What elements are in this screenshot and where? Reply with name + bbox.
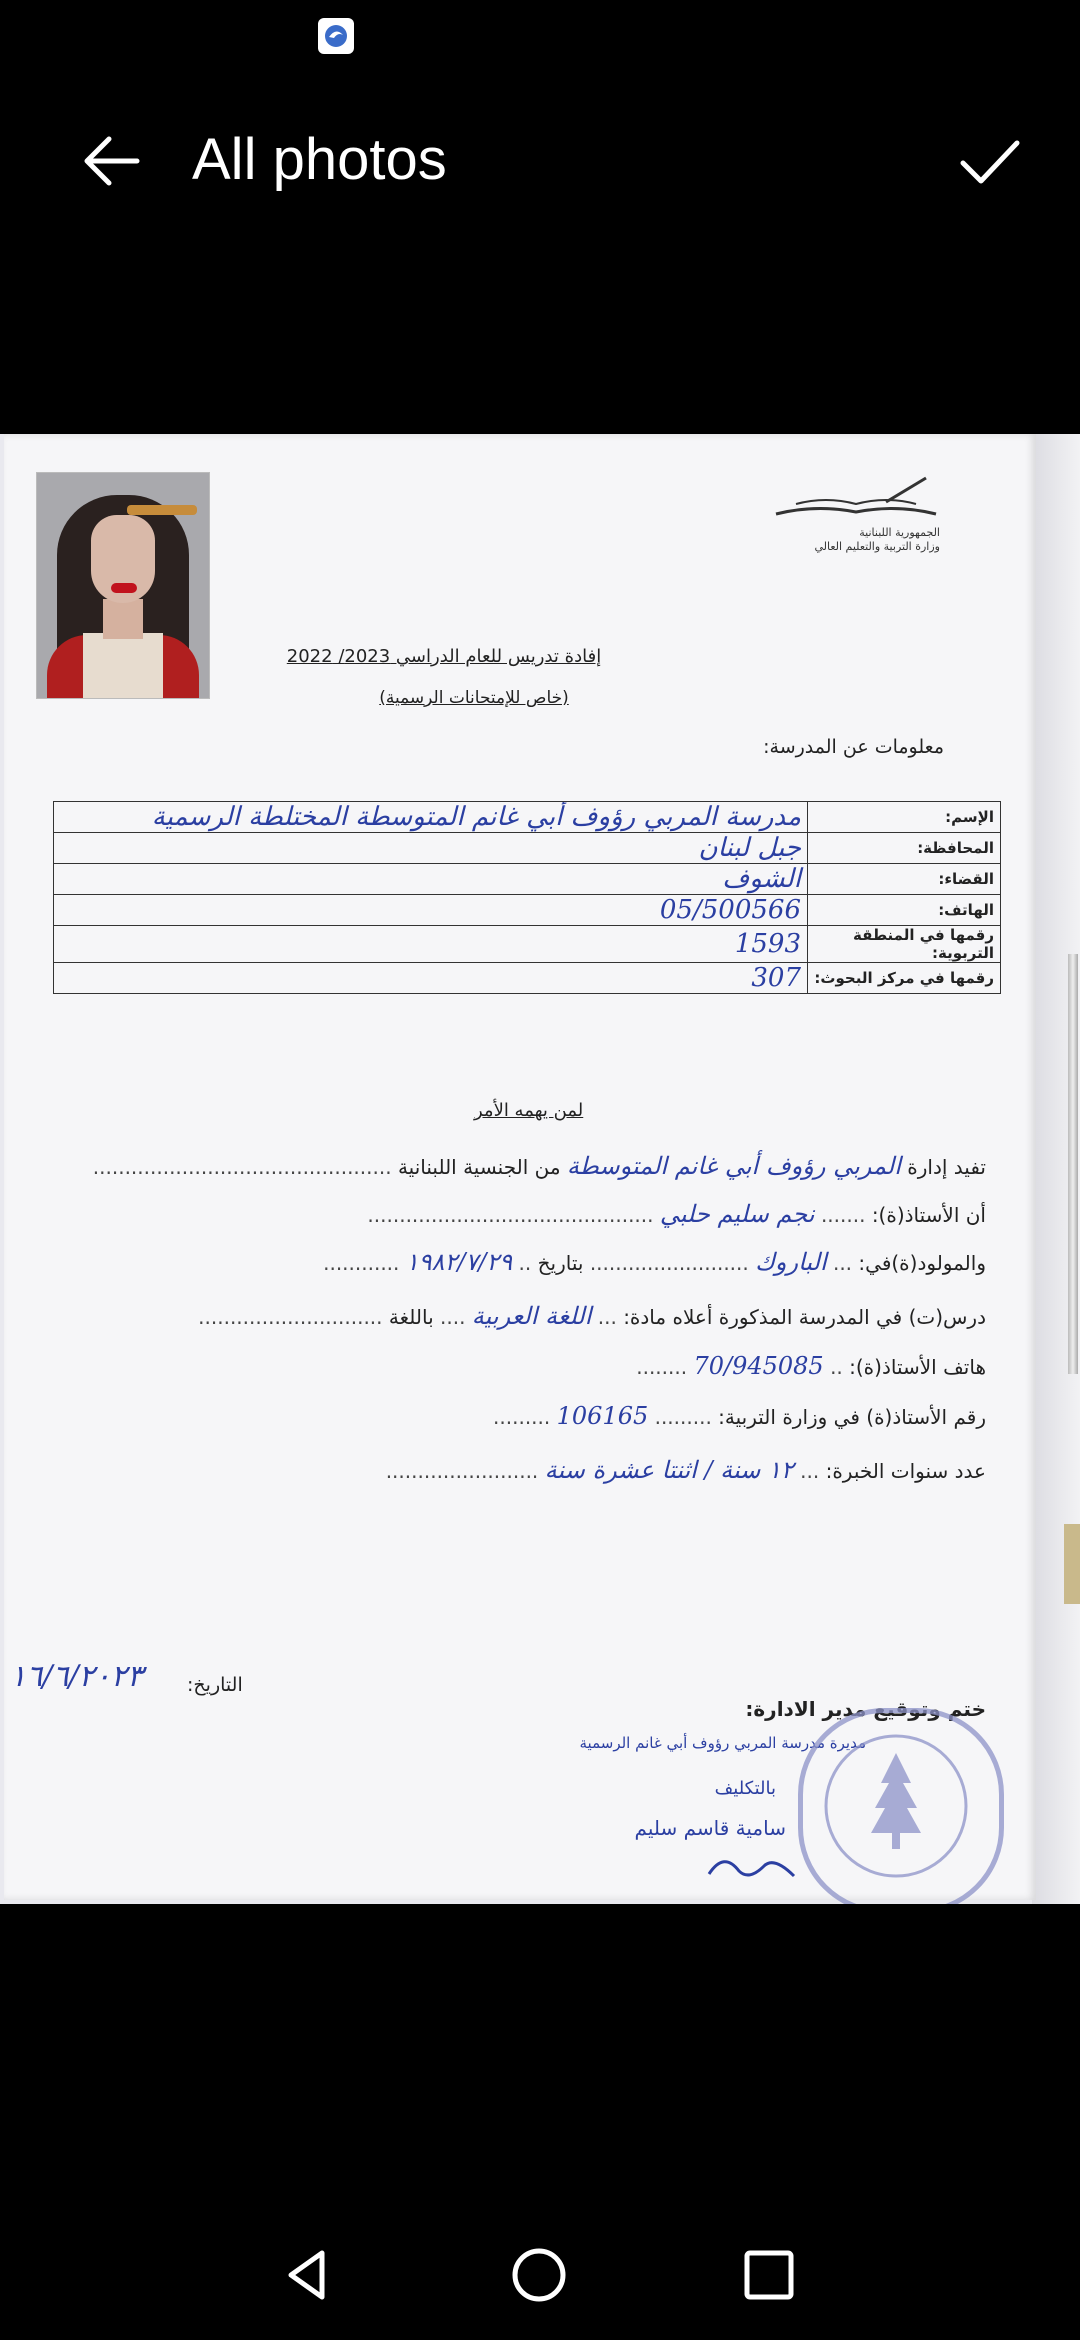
nav-recents-button[interactable] xyxy=(714,2220,824,2330)
table-row xyxy=(54,926,1001,963)
stamp-text: مديرة مدرسة المربي رؤوف أبي غانم الرسمية xyxy=(579,1734,866,1752)
recents-square-icon xyxy=(739,2245,799,2305)
document-paper xyxy=(4,434,1036,1900)
portrait-photo xyxy=(36,472,210,699)
form-line: هاتف الأستاذ(ة): .. 70/945085 ........ xyxy=(636,1352,986,1380)
system-navigation-bar xyxy=(0,2220,1080,2340)
photo-preview[interactable] xyxy=(0,434,1080,1904)
line-suffix: باللغة xyxy=(388,1305,434,1329)
school-info-label: معلومات عن المدرسة: xyxy=(763,736,944,758)
row-value: الشوف xyxy=(54,864,808,895)
document-subtitle: (خاص للإمتحانات الرسمية) xyxy=(379,688,569,708)
line-label: أن الأستاذ(ة): xyxy=(871,1203,986,1227)
line-suffix: من الجنسية اللبنانية xyxy=(397,1155,561,1179)
form-line: أن الأستاذ(ة): ....... نجم سليم حلبي ............................................. xyxy=(367,1200,986,1228)
line-label: والمولود(ة)في: xyxy=(858,1251,986,1275)
stamp-signature-label: ختم وتوقيع مدير الادارة: xyxy=(745,1697,986,1721)
row-value: 307 xyxy=(54,963,808,994)
confirm-button[interactable] xyxy=(944,116,1034,206)
line-label: عدد سنوات الخبرة: xyxy=(825,1459,986,1483)
row-value: جبل لبنان xyxy=(54,833,808,864)
nav-back-button[interactable] xyxy=(252,2220,362,2330)
handwritten-value: 106165 xyxy=(556,1402,649,1430)
form-line: عدد سنوات الخبرة: ... ١٢ سنة / اثنتا عشرة سنة ........................ xyxy=(385,1456,986,1484)
handwritten-value: ١٢ سنة / اثنتا عشرة سنة xyxy=(544,1456,794,1484)
table-row xyxy=(54,963,1001,994)
table-row xyxy=(54,802,1001,833)
arrow-left-icon xyxy=(79,129,143,193)
handwritten-date: ١٦/٦/٢٠٢٣ xyxy=(10,1659,144,1694)
table-row xyxy=(54,864,1001,895)
date-label: التاريخ: xyxy=(187,1674,243,1696)
row-label: رقمها في مركز البحوث: xyxy=(808,963,1001,994)
top-app-bar xyxy=(0,100,1080,220)
document-title: إفادة تدريس للعام الدراسي 2023/ 2022 xyxy=(286,646,602,667)
back-button[interactable] xyxy=(66,116,156,206)
handwritten-value: المربي رؤوف أبي غانم المتوسطة xyxy=(566,1152,901,1180)
app-notification-icon xyxy=(318,18,354,54)
ministry-line: الجمهورية اللبنانية xyxy=(859,526,940,539)
row-value: 1593 xyxy=(54,926,808,963)
handwritten-value: الباروك xyxy=(755,1248,827,1276)
home-circle-icon xyxy=(509,2245,569,2305)
row-label: رقمها في المنطقة التربوية: xyxy=(808,926,1001,963)
ministry-book-logo xyxy=(766,474,946,526)
checkmark-icon xyxy=(957,129,1021,193)
row-label: الإسم: xyxy=(808,802,1001,833)
back-triangle-icon xyxy=(277,2245,337,2305)
line-label: درس(ت) في المدرسة المذكورة أعلاه مادة: xyxy=(623,1305,986,1329)
line-label: رقم الأستاذ(ة) في وزارة التربية: xyxy=(718,1405,986,1429)
form-line: درس(ت) في المدرسة المذكورة أعلاه مادة: ... اللغة العربية .... باللغة ............................. xyxy=(198,1302,986,1330)
row-label: المحافظة: xyxy=(808,833,1001,864)
form-line: رقم الأستاذ(ة) في وزارة التربية: ......... 106165 ......... xyxy=(493,1402,986,1430)
table-row xyxy=(54,895,1001,926)
to-whom-it-may-concern: لمن يهمه الأمر xyxy=(474,1100,584,1121)
handwritten-value: 70/945085 xyxy=(693,1352,824,1380)
handwritten-value: اللغة العربية xyxy=(471,1302,592,1330)
line-suffix: بتاريخ xyxy=(537,1251,584,1275)
official-seal-icon xyxy=(798,1708,1004,1904)
form-line: والمولود(ة)في: ... الباروك ......................... بتاريخ .. ١٩٨٢/٧/٢٩ ............ xyxy=(323,1248,986,1276)
stamp-text: بالتكليف xyxy=(714,1778,776,1799)
line-label: هاتف الأستاذ(ة): xyxy=(849,1355,986,1379)
form-line: تفيد إدارة المربي رؤوف أبي غانم المتوسطة من الجنسية اللبنانية ............................................... xyxy=(92,1152,986,1180)
nav-home-button[interactable] xyxy=(484,2220,594,2330)
row-label: الهاتف: xyxy=(808,895,1001,926)
signature-icon xyxy=(704,1846,804,1886)
line-label: تفيد إدارة xyxy=(907,1155,986,1179)
ministry-line: وزارة التربية والتعليم العالي xyxy=(814,540,940,553)
pen-tip-image xyxy=(1064,1524,1080,1604)
row-value: 05/500566 xyxy=(54,895,808,926)
handwritten-date: ١٩٨٢/٧/٢٩ xyxy=(405,1248,513,1276)
handwritten-value: نجم سليم حلبي xyxy=(659,1200,815,1228)
pen-image xyxy=(1068,954,1078,1374)
school-info-table xyxy=(53,801,1001,994)
table-row xyxy=(54,833,1001,864)
ministry-header xyxy=(720,526,940,554)
page-title: All photos xyxy=(192,127,447,192)
stamp-text: سامية قاسم سليم xyxy=(634,1816,786,1840)
row-value: مدرسة المربي رؤوف أبي غانم المتوسطة المختلطة الرسمية xyxy=(54,802,808,833)
row-label: القضاء: xyxy=(808,864,1001,895)
